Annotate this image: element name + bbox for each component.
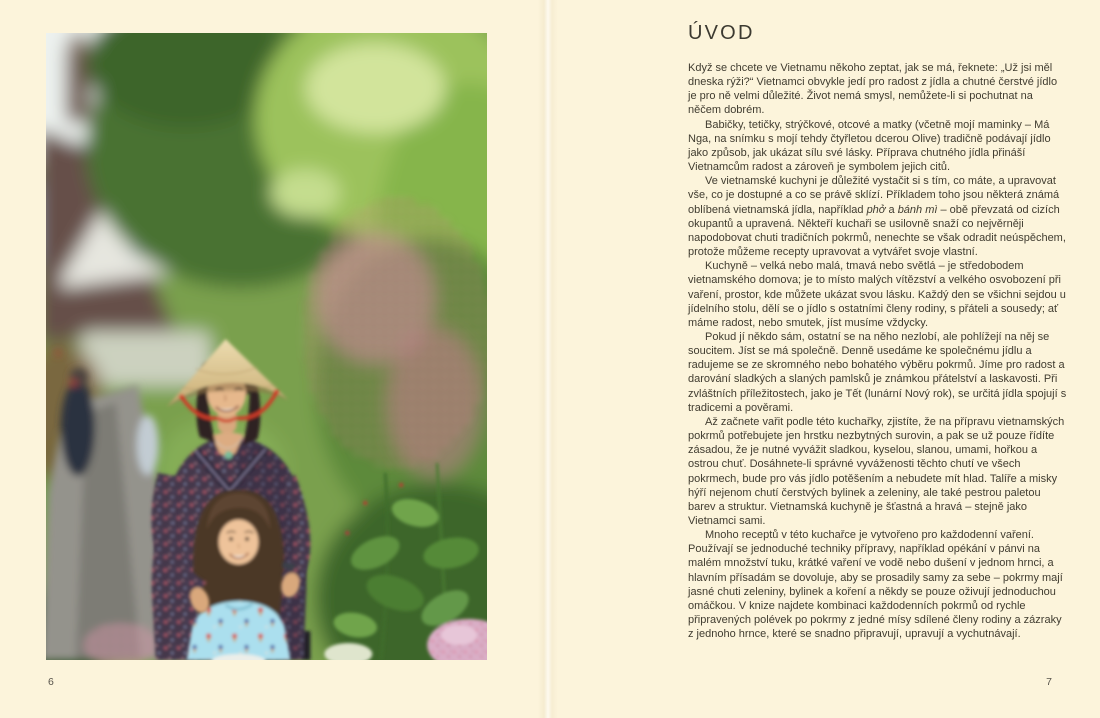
- dish-name-banh-mi: bánh mì: [897, 203, 938, 216]
- paragraph-6: Až začnete vařit podle této kuchařky, zjistíte, že na přípravu vietnamských pokrmů potřebujete jen hrstku nezbytných surovin, a pak se už pouze řídíte zásadou, že je nutné vyvážit sladkou, kyselou, slanou, umami, hořkou a ostrou chuť. Dosáhnete-li správné vyváženosti těchto chutí ve všech pokrmech, bude pro vás jídlo potěšením a nebudete mít hlad. Talíře a misky hýří nejenom chutí čerstvých bylinek a zeleniny, ale také pestrou paletou barev a struktur. Vietnamská kuchyně je šťastná a hravá – stejně jako Vietnamci sami.: [688, 415, 1065, 527]
- paragraph-3: [688, 174, 1068, 259]
- paragraph-1: Když se chcete ve Vietnamu někoho zeptat, jak se má, řeknete: „Už jsi měl dneska rýži?“ Vietnamci obvykle jedí pro radost z jídla a chutné čerstvé jídlo je pro ně velmi důležité. Život nemá smysl, nemůžete-li si pochutnat na něčem dobrém.: [688, 62, 1058, 117]
- girl-eye: [245, 537, 249, 541]
- distant-person-silhouette: [61, 380, 95, 476]
- paragraph-3-text: Ve vietnamské kuchyni je důležité vystačit si s tím, co máte, a upravovat vše, co je dostupné a co se právě sklízí. Příkladem toho jsou některá známá oblíbená vietnamská jídla, například: [688, 175, 1060, 216]
- spread-gutter: [538, 0, 558, 718]
- page-number-right: 7: [1046, 676, 1052, 688]
- chapter-title: ÚVOD: [688, 22, 755, 44]
- garden-portrait-photo: [46, 33, 487, 660]
- paragraph-3-text: a: [885, 203, 898, 216]
- jade-pendant: [225, 451, 233, 459]
- paragraph-4: Kuchyně – velká nebo malá, tmavá nebo světlá – je středobodem vietnamského domova; je to místo malých vítězství a velkého osvobození při vaření, prostor, kde můžete ukázat svou lásku. Každý den se všichni sejdou u jídelního stolu, dělí se o jídlo s ostatními členy rodiny, s přáteli a sousedy; ať máme radost, nebo smutek, jíst musíme vždycky.: [688, 260, 1066, 329]
- girl-figure: [187, 490, 291, 660]
- body-text: [688, 61, 1068, 641]
- paragraph-3-text: – obě převzatá od cizích okupantů a upravená. Někteří kuchaři se usilovně snaží co nejvěrněji napodobovat chuti tradičních pokrmů, nenechte se však odradit neúspěchem, protože můžeme recepty upravovat a vytvářet svoje vlastní.: [688, 203, 1066, 259]
- girl-eye: [229, 537, 233, 541]
- page-number-left: 6: [48, 676, 54, 688]
- paragraph-7: Mnoho receptů v této kuchařce je vytvořeno pro každodenní vaření. Používají se jednoduché techniky přípravy, například opékání v pánvi na malém množství tuku, krátké vaření ve vodě nebo dušení v jednom hrnci, a hlavním přísadám se dovoluje, aby se prosadily samy za sebe – pokrmy mají jasné chuti zeleniny, bylinek a koření a někdy se pouze oživují jednoduchou omáčkou. V knize najdete kombinaci každodenních pokrmů od rychle připravených polévek po pokrmy z jedné mísy sdílené členy rodiny a zázraky z jednoho hrnce, které se snadno připravují, upravují a vychutnávají.: [688, 529, 1063, 641]
- dish-name-pho: phở: [866, 203, 886, 216]
- paragraph-5: Pokud jí někdo sám, ostatní se na něho nezlobí, ale pohlížejí na něj se soucitem. Jíst se má společně. Denně usedáme ke společnému jídlu a radujeme se ze skromného nebo bohatého výběru pokrmů. Jíme pro radost a darování sladkých a slaných pamlsků je známkou přátelství a laskavosti. Při zvláštních příležitostech, jako je Tết (lunární Nový rok), se určitá jídla spojují s tradicemi a pověrami.: [688, 330, 1067, 414]
- paragraph-2: Babičky, tetičky, strýčkové, otcové a matky (včetně mojí maminky – Má Nga, na snímku s mojí tehdy čtyřletou dcerou Olive) tradičně podávají jídlo jako způsob, jak ukázat sílu své lásky. Příprava chutného jídla přináší Vietnamcům radost a zároveň je symbolem jejich citů.: [688, 118, 1051, 174]
- garden-photo-illustration: [46, 33, 487, 660]
